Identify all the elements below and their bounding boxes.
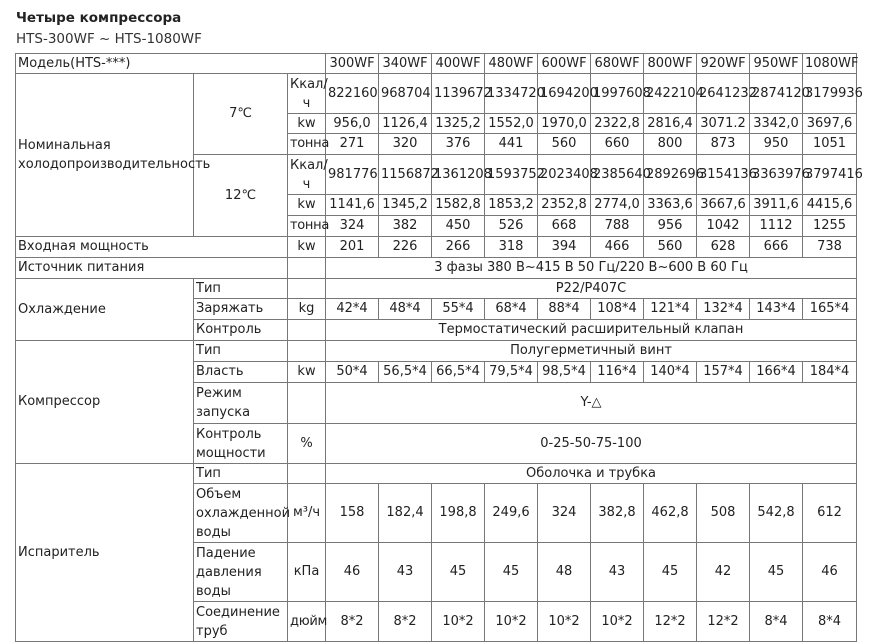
kcal-7-value: 968704 (379, 74, 432, 114)
kw-12-value: 1345,2 (379, 195, 432, 216)
kcal-12-value: 2023408 (538, 155, 591, 195)
model-label: Модель(HTS-***) (16, 54, 326, 74)
compressor-power-value: 79,5*4 (485, 362, 538, 383)
kw-12-value: 3363,6 (644, 195, 697, 216)
unit-ton: тонна (288, 216, 326, 237)
temp-12-label: 12℃ (194, 155, 288, 237)
unit-inch: дюйм (288, 602, 326, 642)
pressure-drop-value: 45 (750, 543, 803, 602)
unit-kw: kw (288, 114, 326, 134)
power-source-label: Источник питания (16, 258, 288, 279)
input-power-value: 226 (379, 237, 432, 258)
ton-12-value: 1255 (803, 216, 857, 237)
pipe-connection-value: 8*2 (326, 602, 379, 642)
evaporator-type-value: Оболочка и трубка (326, 464, 857, 484)
kw-12-value: 2352,8 (538, 195, 591, 216)
ton-7-value: 320 (379, 134, 432, 155)
power-source-value: 3 фазы 380 В~415 В 50 Гц/220 В~600 В 60 Гц (326, 258, 857, 279)
empty-cell (288, 341, 326, 362)
pressure-drop-value: 45 (644, 543, 697, 602)
kcal-12-value: 1593752 (485, 155, 538, 195)
start-mode-label: Режим запуска (194, 383, 288, 424)
pressure-drop-value: 45 (485, 543, 538, 602)
compressor-power-value: 66,5*4 (432, 362, 485, 383)
water-flow-value: 249,6 (485, 484, 538, 543)
table-row (16, 258, 857, 279)
unit-percent: % (288, 424, 326, 464)
input-power-value: 560 (644, 237, 697, 258)
input-power-value: 666 (750, 237, 803, 258)
water-flow-value: 508 (697, 484, 750, 543)
kw-7-value: 1325,2 (432, 114, 485, 134)
model-header: 950WF (750, 54, 803, 74)
empty-cell (288, 258, 326, 279)
kcal-7-value: 1997608 (591, 74, 644, 114)
pipe-connection-value: 8*4 (803, 602, 857, 642)
ton-12-value: 956 (644, 216, 697, 237)
unit-kcal: Ккал/ч (288, 155, 326, 195)
ton-7-value: 376 (432, 134, 485, 155)
kw-7-value: 2322,8 (591, 114, 644, 134)
model-header: 600WF (538, 54, 591, 74)
pressure-drop-value: 46 (803, 543, 857, 602)
charge-value: 121*4 (644, 299, 697, 320)
table-row (16, 341, 857, 362)
input-power-value: 628 (697, 237, 750, 258)
ton-7-value: 660 (591, 134, 644, 155)
charge-value: 48*4 (379, 299, 432, 320)
charge-value: 143*4 (750, 299, 803, 320)
page-subtitle: HTS-300WF ~ HTS-1080WF (16, 31, 202, 47)
water-flow-value: 198,8 (432, 484, 485, 543)
temp-7-label: 7℃ (194, 74, 288, 155)
compressor-power-value: 140*4 (644, 362, 697, 383)
ton-12-value: 450 (432, 216, 485, 237)
compressor-power-value: 98,5*4 (538, 362, 591, 383)
kw-12-value: 4415,6 (803, 195, 857, 216)
evaporator-type-label: Тип (194, 464, 288, 484)
pipe-connection-value: 10*2 (432, 602, 485, 642)
kcal-12-value: 3363976 (750, 155, 803, 195)
kw-7-value: 3342,0 (750, 114, 803, 134)
table-row (16, 237, 857, 258)
ton-7-value: 873 (697, 134, 750, 155)
pressure-drop-value: 43 (379, 543, 432, 602)
model-header: 680WF (591, 54, 644, 74)
refrigerant-label: Охлаждение (16, 279, 194, 341)
pipe-connection-value: 10*2 (485, 602, 538, 642)
compressor-type-label: Тип (194, 341, 288, 362)
kcal-12-value: 1156872 (379, 155, 432, 195)
evaporator-label: Испаритель (16, 464, 194, 642)
unit-kw: kw (288, 195, 326, 216)
ton-7-value: 271 (326, 134, 379, 155)
pipe-connection-label: Соединение труб (194, 602, 288, 642)
unit-kw: kw (288, 237, 326, 258)
water-flow-value: 324 (538, 484, 591, 543)
compressor-label: Компрессор (16, 341, 194, 464)
compressor-power-value: 157*4 (697, 362, 750, 383)
unit-ton: тонна (288, 134, 326, 155)
kcal-7-value: 2641232 (697, 74, 750, 114)
pressure-drop-label: Падение давления воды (194, 543, 288, 602)
table-row (16, 464, 857, 484)
empty-cell (288, 464, 326, 484)
capacity-control-label: Контроль мощности (194, 424, 288, 464)
capacity-control-value: 0-25-50-75-100 (326, 424, 857, 464)
kcal-7-value: 1694200 (538, 74, 591, 114)
compressor-power-value: 184*4 (803, 362, 857, 383)
unit-kpa: кПа (288, 543, 326, 602)
ton-12-value: 526 (485, 216, 538, 237)
charge-value: 88*4 (538, 299, 591, 320)
water-flow-value: 382,8 (591, 484, 644, 543)
kw-7-value: 3697,6 (803, 114, 857, 134)
start-mode-value: Y-△ (326, 383, 857, 424)
pipe-connection-value: 8*4 (750, 602, 803, 642)
table-row (16, 279, 857, 299)
model-header: 340WF (379, 54, 432, 74)
input-power-value: 738 (803, 237, 857, 258)
pipe-connection-value: 10*2 (591, 602, 644, 642)
kw-7-value: 1552,0 (485, 114, 538, 134)
refrigerant-control-value: Термостатический расширительный клапан (326, 320, 857, 341)
refrigerant-control-label: Контроль (194, 320, 288, 341)
pipe-connection-value: 12*2 (644, 602, 697, 642)
pressure-drop-value: 43 (591, 543, 644, 602)
model-header: 480WF (485, 54, 538, 74)
spec-table-body (16, 54, 863, 642)
kcal-12-value: 2892696 (644, 155, 697, 195)
compressor-power-value: 50*4 (326, 362, 379, 383)
kcal-12-value: 3797416 (803, 155, 857, 195)
water-flow-value: 612 (803, 484, 857, 543)
model-header: 300WF (326, 54, 379, 74)
charge-value: 132*4 (697, 299, 750, 320)
ton-12-value: 668 (538, 216, 591, 237)
kcal-12-value: 981776 (326, 155, 379, 195)
water-flow-value: 542,8 (750, 484, 803, 543)
kw-12-value: 2774,0 (591, 195, 644, 216)
refrigerant-charge-label: Заряжать (194, 299, 288, 320)
unit-kcal: Ккал/ч (288, 74, 326, 114)
empty-cell (288, 383, 326, 424)
ton-7-value: 560 (538, 134, 591, 155)
kw-12-value: 3667,6 (697, 195, 750, 216)
kw-12-value: 1141,6 (326, 195, 379, 216)
input-power-value: 394 (538, 237, 591, 258)
kw-7-value: 3071.2 (697, 114, 750, 134)
page-title: Четыре компрессора (16, 10, 182, 26)
kw-12-value: 1582,8 (432, 195, 485, 216)
charge-value: 55*4 (432, 299, 485, 320)
kcal-7-value: 2422104 (644, 74, 697, 114)
kcal-12-value: 2385640 (591, 155, 644, 195)
refrigerant-type-value: P22/P407C (326, 279, 857, 299)
cooling-capacity-label: Номинальная холодопроизводительность (16, 74, 194, 237)
model-header: 400WF (432, 54, 485, 74)
refrigerant-type-label: Тип (194, 279, 288, 299)
charge-value: 108*4 (591, 299, 644, 320)
table-row (16, 74, 857, 114)
compressor-power-value: 166*4 (750, 362, 803, 383)
input-power-value: 201 (326, 237, 379, 258)
kcal-7-value: 1334720 (485, 74, 538, 114)
model-header: 1080WF (803, 54, 857, 74)
kw-7-value: 956,0 (326, 114, 379, 134)
compressor-type-value: Полугерметичный винт (326, 341, 857, 362)
compressor-power-value: 56,5*4 (379, 362, 432, 383)
input-power-value: 318 (485, 237, 538, 258)
ton-12-value: 382 (379, 216, 432, 237)
kw-7-value: 1970,0 (538, 114, 591, 134)
water-flow-value: 158 (326, 484, 379, 543)
compressor-power-label: Власть (194, 362, 288, 383)
water-flow-value: 462,8 (644, 484, 697, 543)
kcal-7-value: 822160 (326, 74, 379, 114)
charge-value: 165*4 (803, 299, 857, 320)
pressure-drop-value: 45 (432, 543, 485, 602)
water-flow-label: Объем охлажденной воды (194, 484, 288, 543)
input-power-value: 266 (432, 237, 485, 258)
pipe-connection-value: 8*2 (379, 602, 432, 642)
compressor-power-value: 116*4 (591, 362, 644, 383)
charge-value: 42*4 (326, 299, 379, 320)
empty-cell (288, 320, 326, 341)
table-row (16, 54, 857, 74)
pressure-drop-value: 42 (697, 543, 750, 602)
unit-m3h: м³/ч (288, 484, 326, 543)
model-header: 800WF (644, 54, 697, 74)
model-header: 920WF (697, 54, 750, 74)
ton-7-value: 441 (485, 134, 538, 155)
kw-12-value: 1853,2 (485, 195, 538, 216)
pipe-connection-value: 10*2 (538, 602, 591, 642)
pressure-drop-value: 46 (326, 543, 379, 602)
ton-7-value: 950 (750, 134, 803, 155)
empty-cell (288, 279, 326, 299)
kw-12-value: 3911,6 (750, 195, 803, 216)
pipe-connection-value: 12*2 (697, 602, 750, 642)
ton-7-value: 800 (644, 134, 697, 155)
kw-7-value: 1126,4 (379, 114, 432, 134)
ton-12-value: 1112 (750, 216, 803, 237)
ton-7-value: 1051 (803, 134, 857, 155)
spec-table (15, 53, 863, 642)
pressure-drop-value: 48 (538, 543, 591, 602)
kcal-7-value: 2874120 (750, 74, 803, 114)
kcal-7-value: 3179936 (803, 74, 857, 114)
water-flow-value: 182,4 (379, 484, 432, 543)
kcal-12-value: 1361208 (432, 155, 485, 195)
ton-12-value: 788 (591, 216, 644, 237)
ton-12-value: 324 (326, 216, 379, 237)
kcal-12-value: 3154136 (697, 155, 750, 195)
unit-kg: kg (288, 299, 326, 320)
unit-kw: kw (288, 362, 326, 383)
kw-7-value: 2816,4 (644, 114, 697, 134)
charge-value: 68*4 (485, 299, 538, 320)
kcal-7-value: 1139672 (432, 74, 485, 114)
input-power-value: 466 (591, 237, 644, 258)
input-power-label: Входная мощность (16, 237, 288, 258)
ton-12-value: 1042 (697, 216, 750, 237)
